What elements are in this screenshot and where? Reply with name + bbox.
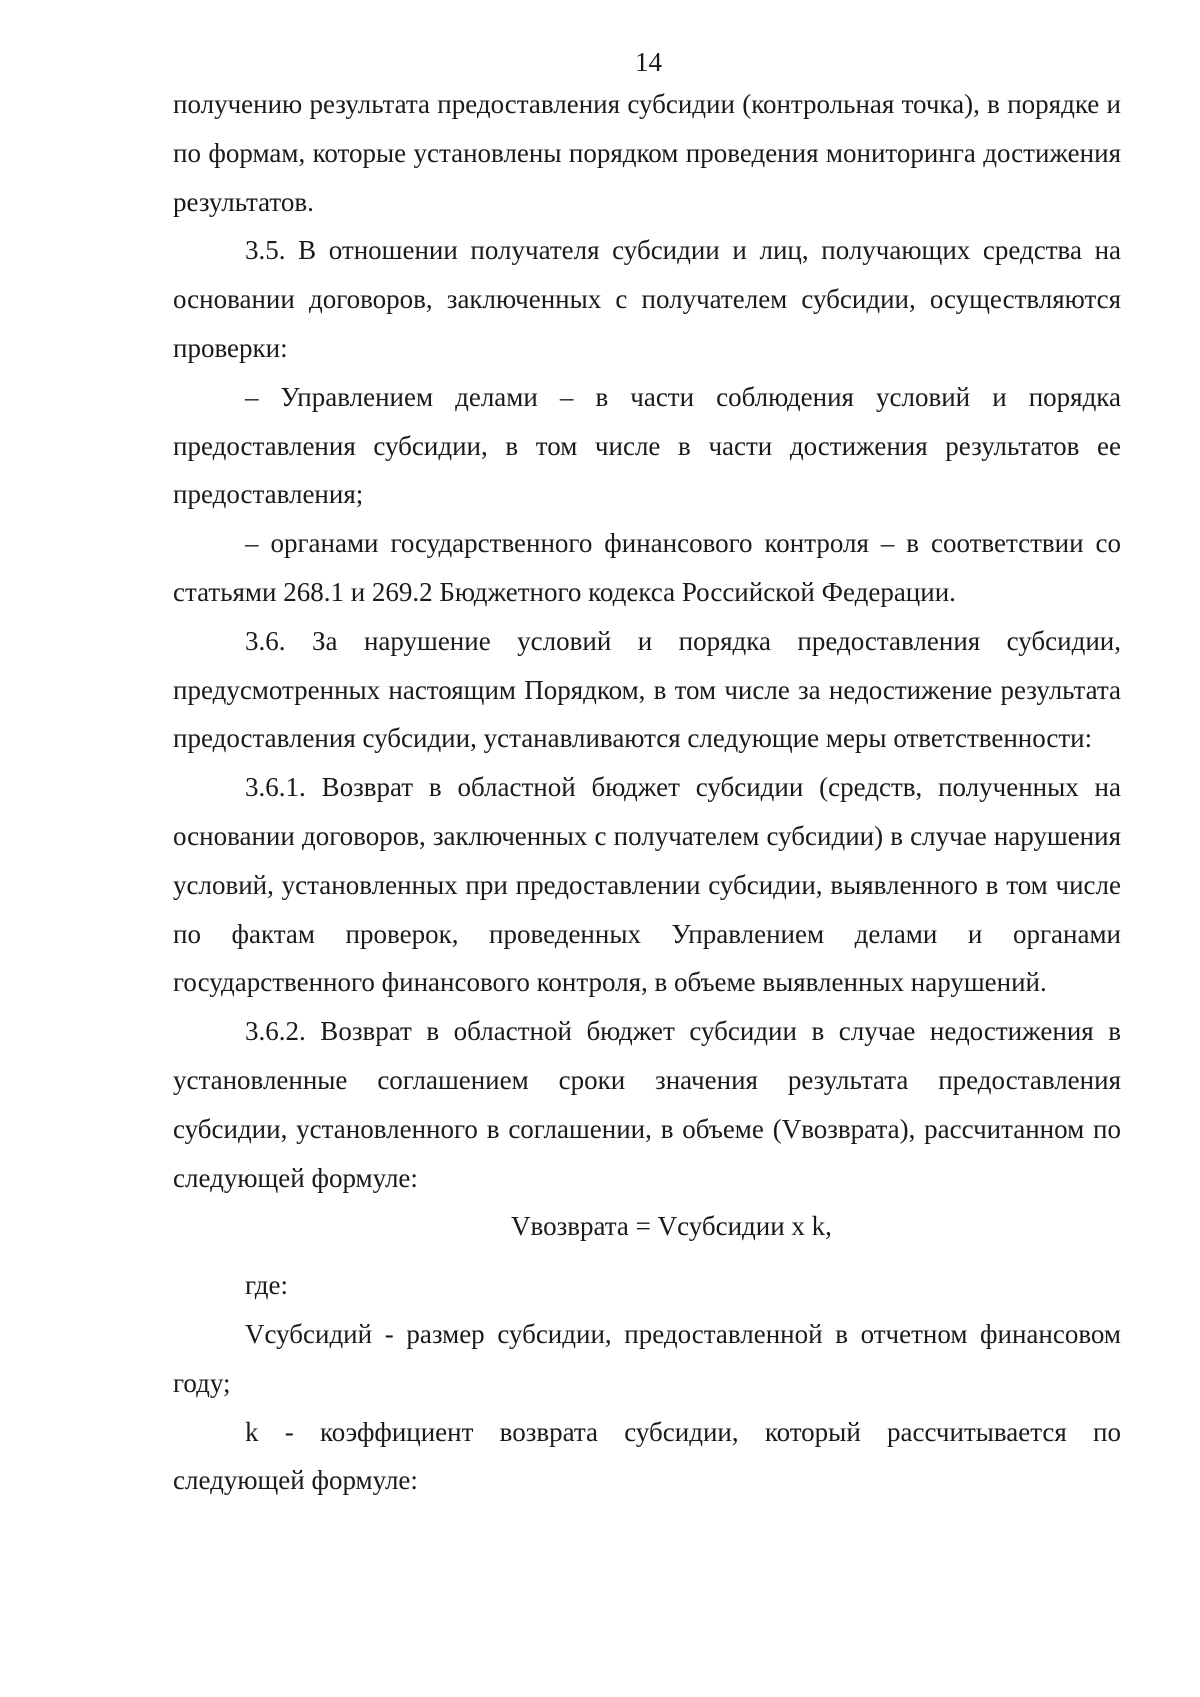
- paragraph-inspection-management: – Управлением делами – в части соблюдения условий и порядка предоставления субсидии, в том числе в части достижения результатов ее предоставления;: [173, 381, 1121, 510]
- page-number: 14: [635, 47, 662, 77]
- definition-v-subsidy: Vсубсидий - размер субсидии, предоставленной в отчетном финансовом году;: [173, 1318, 1121, 1398]
- where-label: где:: [245, 1270, 288, 1301]
- paragraph-3-6: 3.6. За нарушение условий и порядка предоставления субсидии, предусмотренных настоящим Порядком, в том числе за недостижение результата предоставления субсидии, устанавливаются следующие меры ответственности:: [173, 625, 1121, 754]
- document-body: [173, 80, 1121, 1505]
- paragraph-continuation: получению результата предоставления субсидии (контрольная точка), в порядке и по формам, которые установлены порядком проведения мониторинга достижения результатов.: [173, 89, 1121, 217]
- paragraph-3-5: 3.5. В отношении получателя субсидии и лиц, получающих средства на основании договоров, заключенных с получателем субсидии, осуществляются проверки:: [173, 235, 1121, 363]
- paragraph-3-6-2: 3.6.2. Возврат в областной бюджет субсидии в случае недостижения в установленные соглашением сроки значения результата предоставления субсидии, установленного в соглашении, в объеме (Vвозврата), рассчитанном по следующей формуле:: [173, 1016, 1121, 1193]
- return-formula: Vвозврата = Vсубсидии x k,: [511, 1211, 832, 1242]
- definition-k: k - коэффициент возврата субсидии, который рассчитывается по следующей формуле:: [173, 1416, 1121, 1496]
- paragraph-inspection-financial-control: – органами государственного финансового контроля – в соответствии со статьями 268.1 и 269.2 Бюджетного кодекса Российской Федерации.: [173, 528, 1121, 607]
- paragraph-3-6-1: 3.6.1. Возврат в областной бюджет субсидии (средств, полученных на основании договоров, заключенных с получателем субсидии) в случае нарушения условий, установленных при предоставлении субсидии, выявленного в том числе по фактам проверок, проведенных Управлением делами и органами государственного финансового контроля, в объеме выявленных нарушений.: [173, 772, 1121, 998]
